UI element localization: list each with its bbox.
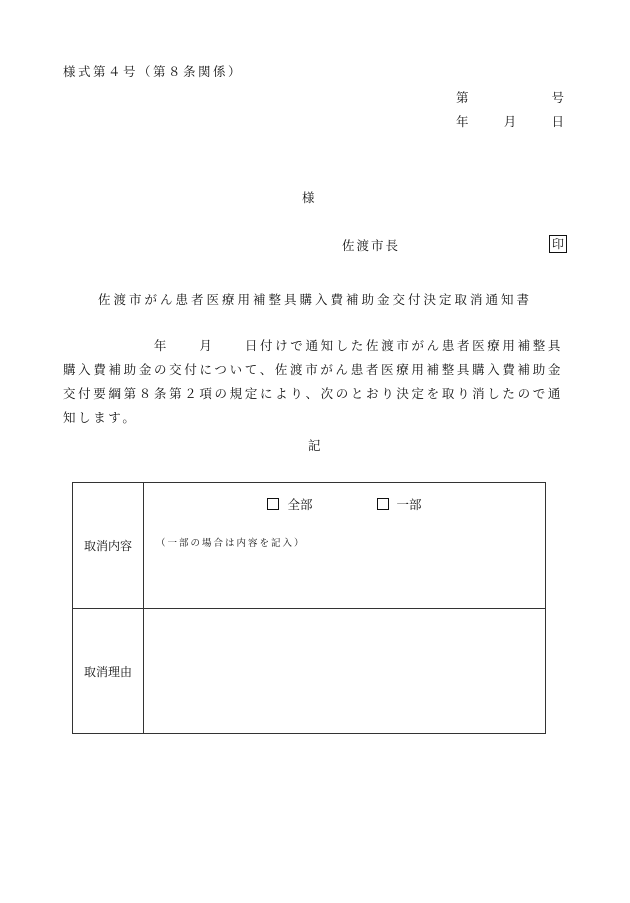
date-month: 月 [503,114,517,129]
cancellation-reason-label: 取消理由 [73,609,144,734]
ki-heading: 記 [308,438,321,453]
option-part[interactable] [377,495,422,513]
document-number-suffix: 号 [551,90,564,105]
scope-options [144,495,545,513]
document-title: 佐渡市がん患者医療用補整具購入費補助金交付決定取消通知書 [97,292,532,307]
cancellation-content-label: 取消内容 [73,483,144,609]
checkbox-icon[interactable] [377,498,389,510]
partial-note: （一部の場合は内容を記入） [156,538,306,549]
form-number: 様式第４号（第８条関係） [63,64,244,79]
document-number-prefix: 第 [456,90,469,105]
checkbox-icon[interactable] [267,498,279,510]
date-day: 日 [551,114,564,129]
issuer-name: 佐渡市長 [342,238,401,253]
cancellation-content-row [73,483,546,609]
cancellation-table [72,482,546,734]
addressee-suffix: 様 [302,190,315,205]
cancellation-reason-row [73,609,546,734]
body-text: 年 月 日付けで通知した佐渡市がん患者医療用補整具購入費補助金の交付について、佐渡市がん患者医療用補整具購入費補助金交付要綱第８条第２項の規定により、次のとおり決定を取り消したので通知します。 [63,338,563,425]
option-all-label: 全部 [287,497,313,512]
date-year: 年 [456,114,469,129]
cancellation-content-cell[interactable] [144,483,546,609]
option-all[interactable] [267,495,312,513]
cancellation-reason-cell[interactable] [144,609,546,734]
document-number [456,88,564,106]
seal-mark: 印 [549,235,567,253]
option-part-label: 一部 [396,497,422,512]
document-date [456,112,564,130]
